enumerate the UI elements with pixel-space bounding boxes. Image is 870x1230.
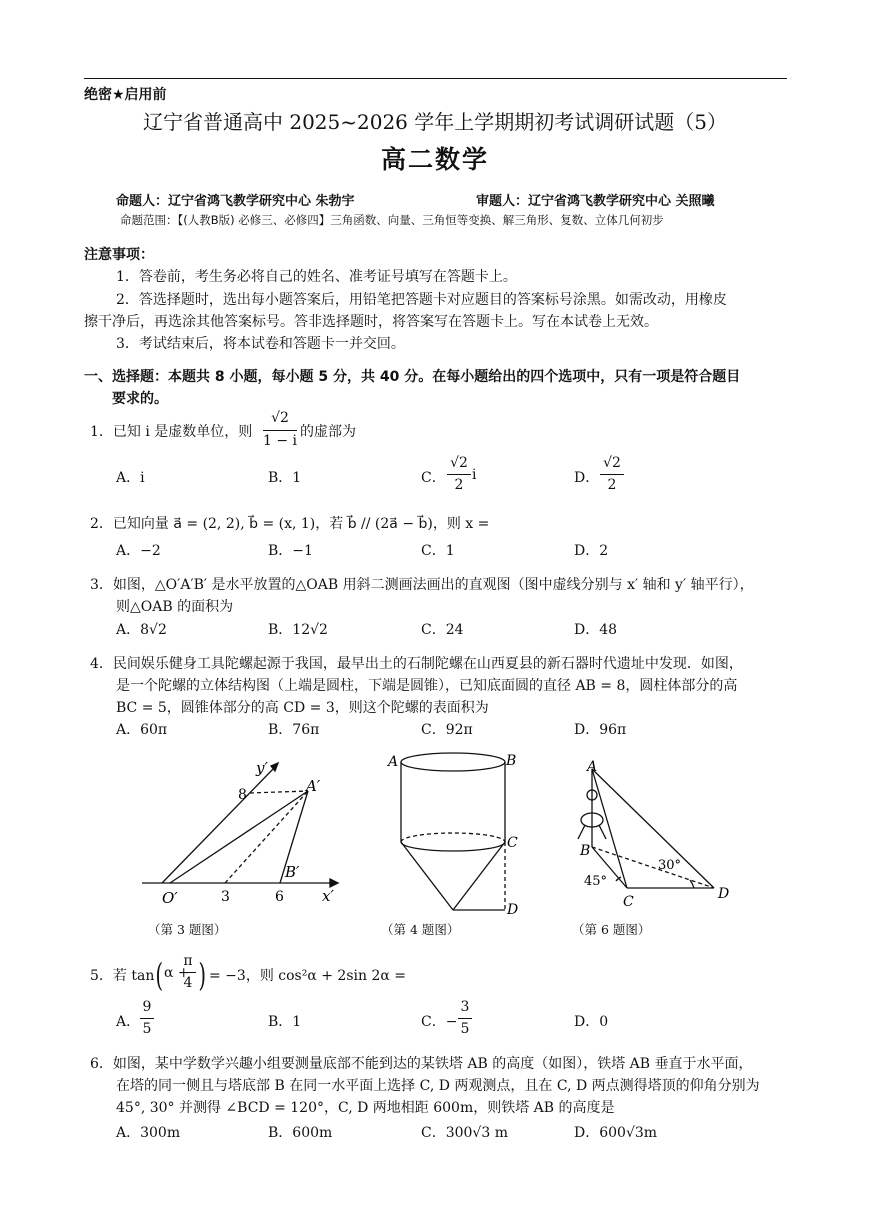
- notice-item-2-line2: 擦干净后，再选涂其他答案标号。答非选择题时，将答案写在答题卡上。写在本试卷上无效。: [84, 314, 658, 330]
- q1-suffix: 的虚部为: [300, 424, 356, 440]
- q3-option-b[interactable]: B．12√2: [268, 622, 328, 638]
- q5-option-d[interactable]: D．0: [574, 1014, 609, 1030]
- q5-option-c-num: 3: [460, 999, 470, 1015]
- subject-title: 高二数学: [380, 145, 489, 174]
- q1-option-d-num: √2: [603, 455, 621, 471]
- q6-option-d[interactable]: D．600√3m: [574, 1125, 658, 1141]
- section1-heading-line2: 要求的。: [112, 391, 168, 407]
- q6-stem-line1: 6．如图，某中学数学兴趣小组要测量底部不能到达的某铁塔 AB 的高度（如图），铁塔 AB 垂直于水平面，: [90, 1056, 753, 1072]
- figure-3: [130, 755, 345, 915]
- q1-prefix: 1．已知 i 是虚数单位，则: [90, 424, 253, 440]
- q2-option-d[interactable]: D．2: [574, 543, 609, 559]
- q5-pi: π: [183, 953, 193, 969]
- q5-four: 4: [183, 975, 193, 991]
- q4-option-c[interactable]: C．92π: [421, 722, 473, 738]
- q1-numerator: √2: [271, 410, 289, 426]
- notice-heading: 注意事项：: [84, 247, 154, 263]
- q1-option-c-tail: i: [472, 467, 477, 483]
- secret-label: 绝密★启用前: [84, 87, 167, 103]
- q1-option-d-label: D．: [574, 470, 600, 486]
- exam-title: 辽宁省普通高中 2025~2026 学年上学期期初考试调研试题（5）: [143, 110, 727, 134]
- notice-item-2-line1: 2．答选择题时，选出每小题答案后，用铅笔把答题卡对应题目的答案标号涂黑。如需改动，用橡皮: [116, 292, 727, 308]
- q1-option-b[interactable]: B．1: [268, 470, 302, 486]
- fig3-origin-label: O′: [162, 889, 178, 907]
- q1-option-c-den: 2: [454, 477, 464, 493]
- q6-stem-line2: 在塔的同一侧且与塔底部 B 在同一水平面上选择 C, D 两观测点，且在 C, D 两点测得塔顶的仰角分别为: [116, 1078, 760, 1094]
- q4-stem-line1: 4．民间娱乐健身工具陀螺起源于我国，最早出土的石制陀螺在山西夏县的新石器时代遗址中发现．如图，: [90, 656, 743, 672]
- fig6-b-label: B: [580, 843, 591, 859]
- q1-option-d-den: 2: [607, 477, 617, 493]
- q4-stem-line3: BC = 5，圆锥体部分的高 CD = 3，则这个陀螺的表面积为: [116, 700, 489, 716]
- figure-6-caption: （第 6 题图）: [572, 922, 651, 937]
- q2-option-a[interactable]: A．−2: [116, 543, 161, 559]
- q3-option-c[interactable]: C．24: [421, 622, 464, 638]
- notice-item-1: 1．答卷前，考生务必将自己的姓名、准考证号填写在答题卡上。: [116, 269, 517, 285]
- fig3-tick-x1: 3: [221, 889, 230, 905]
- fig3-x-axis-arrow: [330, 879, 338, 887]
- q2-option-c[interactable]: C．1: [421, 543, 455, 559]
- top-rule: [84, 78, 787, 79]
- q5-option-c-label: C．−: [421, 1014, 458, 1030]
- fig4-bottom-ellipse-back: [401, 833, 505, 842]
- q5-fraction-bar: [180, 972, 196, 973]
- q5-option-a-bar: [140, 1018, 154, 1019]
- fig6-tower-leg-right: [599, 825, 606, 839]
- fig3-y-label: y′: [256, 759, 268, 777]
- q5-right-paren: ): [198, 956, 206, 994]
- q1-option-a[interactable]: A．i: [116, 470, 145, 486]
- q3-option-d[interactable]: D．48: [574, 622, 618, 638]
- q5-option-b[interactable]: B．1: [268, 1014, 302, 1030]
- fig6-line-ad: [592, 769, 714, 888]
- section1-heading-line1: 一、选择题：本题共 8 小题，每小题 5 分，共 40 分。在每小题给出的四个选项中，只有一项是符合题目: [84, 369, 741, 385]
- fig4-a-label: A: [388, 754, 399, 770]
- q2-stem: 2．已知向量 a⃗ = (2, 2), b⃗ = (x, 1)，若 b⃗ // (2a⃗ − b⃗)，则 x =: [90, 516, 490, 532]
- figure-3-caption: （第 3 题图）: [148, 922, 227, 937]
- q4-option-b[interactable]: B．76π: [268, 722, 320, 738]
- q1-fraction-bar: [263, 430, 297, 431]
- q1-option-c-label: C．: [421, 470, 446, 486]
- q1-option-c-bar: [447, 474, 471, 475]
- q5-option-c-bar: [458, 1018, 472, 1019]
- figure-6: [572, 755, 742, 910]
- fig4-cone-left: [401, 842, 453, 910]
- author-line: 命题人：辽宁省鸿飞教学研究中心 朱勃宇: [116, 194, 355, 209]
- fig6-c-label: C: [623, 894, 634, 910]
- fig6-a-label: A: [587, 759, 598, 775]
- q5-option-c-den: 5: [460, 1021, 470, 1037]
- fig4-b-label: B: [506, 753, 517, 769]
- fig3-x-label: x′: [322, 887, 334, 905]
- q5-option-a-label: A．: [116, 1014, 141, 1030]
- fig4-bottom-ellipse-front: [401, 842, 505, 851]
- q5-left-paren: (: [155, 956, 163, 994]
- q6-stem-line3: 45°, 30° 并测得 ∠BCD = 120°，C, D 两地相距 600m，则铁塔 AB 的高度是: [116, 1100, 615, 1116]
- q4-option-a[interactable]: A．60π: [116, 722, 168, 738]
- figure-4: [385, 748, 525, 918]
- notice-item-3: 3．考试结束后，将本试卷和答题卡一并交回。: [116, 336, 405, 352]
- fig4-c-label: C: [507, 835, 518, 851]
- q5-prefix: 5．若 tan: [90, 968, 155, 984]
- q5-arg: α +: [164, 965, 190, 981]
- q3-stem-line2: 则△OAB 的面积为: [116, 599, 234, 615]
- q3-option-a[interactable]: A．8√2: [116, 622, 167, 638]
- q4-option-d[interactable]: D．96π: [574, 722, 627, 738]
- reviewer-line: 审题人：辽宁省鸿飞教学研究中心 关照曦: [476, 194, 715, 209]
- fig3-tick-y: 8: [238, 787, 247, 803]
- q5-option-a-den: 5: [142, 1021, 152, 1037]
- figure-4-caption: （第 4 题图）: [381, 922, 460, 937]
- fig3-tick-x2: 6: [275, 889, 284, 905]
- fig6-angle-30: 30°: [658, 858, 682, 873]
- q6-option-a[interactable]: A．300m: [116, 1125, 181, 1141]
- fig4-d-label: D: [507, 902, 519, 918]
- fig6-d-label: D: [718, 886, 730, 902]
- q1-option-c-num: √2: [450, 455, 468, 471]
- fig4-cone-right: [453, 842, 505, 910]
- q1-denominator: 1 − i: [263, 433, 298, 449]
- scope-line: 命题范围：【(人教B版) 必修三、必修四】三角函数、向量、三角恒等变换、解三角形、复数、立体几何初步: [120, 213, 664, 227]
- q1-option-d-bar: [600, 474, 624, 475]
- fig3-dash-horizontal: [250, 791, 308, 793]
- q4-stem-line2: 是一个陀螺的立体结构图（上端是圆柱，下端是圆锥），已知底面圆的直径 AB = 8，圆柱体部分的高: [116, 678, 738, 694]
- q6-option-c[interactable]: C．300√3 m: [421, 1125, 508, 1141]
- q5-option-a-num: 9: [142, 999, 152, 1015]
- fig6-tower-leg-left: [578, 825, 585, 839]
- q2-option-b[interactable]: B．−1: [268, 543, 313, 559]
- q5-equation: = −3，则 cos²α + 2sin 2α =: [209, 968, 406, 984]
- fig6-angle-45: 45°: [584, 874, 608, 889]
- fig4-top-ellipse: [401, 753, 505, 771]
- fig3-a-label: A′: [306, 777, 321, 795]
- fig3-b-label: B′: [285, 863, 300, 881]
- q3-stem-line1: 3．如图，△O′A′B′ 是水平放置的△OAB 用斜二测画法画出的直观图（图中虚线分别与 x′ 轴和 y′ 轴平行），: [90, 577, 754, 593]
- q6-option-b[interactable]: B．600m: [268, 1125, 333, 1141]
